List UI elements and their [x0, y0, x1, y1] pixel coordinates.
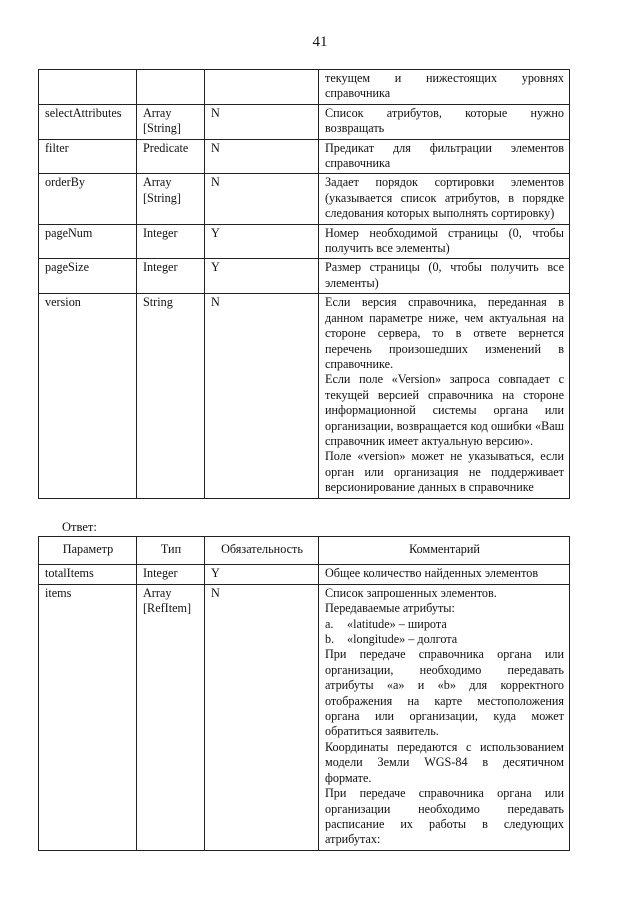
required-cell: Y: [205, 565, 319, 584]
type-cell: Integer: [137, 224, 205, 259]
list-marker: a.: [325, 616, 334, 631]
table-row: [39, 294, 570, 498]
required-cell: N: [205, 139, 319, 174]
comment-cell: Общее количество найденных элементов: [319, 565, 570, 584]
type-cell: Integer: [137, 259, 205, 294]
comment-cell: [319, 174, 570, 224]
param-cell: [39, 70, 137, 105]
type-cell: Array [String]: [137, 104, 205, 139]
required-cell: N: [205, 174, 319, 224]
comment-paragraph: Список запрошенных элементов.: [325, 585, 497, 600]
request-parameters-table: [38, 69, 570, 499]
param-cell: version: [39, 294, 137, 498]
required-cell: N: [205, 104, 319, 139]
type-cell: Predicate: [137, 139, 205, 174]
required-cell: Y: [205, 224, 319, 259]
table-row: [39, 584, 570, 850]
comment-paragraph: Передаваемые атрибуты:: [325, 601, 455, 616]
list-marker: b.: [325, 632, 335, 647]
table-row: [39, 259, 570, 294]
table-row: [39, 139, 570, 174]
comment-cell: [319, 70, 570, 105]
comment-paragraph: Задает порядок сортировки элементов (указывается список атрибутов, в порядке следования которых выполнять сортировку): [325, 175, 564, 221]
table-row: [39, 174, 570, 224]
param-cell: filter: [39, 139, 137, 174]
required-cell: N: [205, 294, 319, 498]
comment-paragraph: Координаты передаются с использованием модели Земли WGS-84 в десятичном формате.: [325, 739, 564, 785]
type-cell: String: [137, 294, 205, 498]
header-type: Тип: [137, 537, 205, 565]
comment-cell: [319, 584, 570, 850]
comment-paragraph: Список атрибутов, которые нужно возвращать: [325, 105, 564, 136]
comment-cell: [319, 224, 570, 259]
comment-paragraph: Если версия справочника, переданная в данном параметре ниже, чем актуальная на стороне сервера, то в ответе вернется перечень произошедших изменений в справочнике.: [325, 295, 564, 371]
comment-cell: [319, 294, 570, 498]
response-parameters-table: [38, 536, 570, 851]
comment-cell: [319, 259, 570, 294]
header-parameter: Параметр: [39, 537, 137, 565]
param-cell: pageSize: [39, 259, 137, 294]
table-row: [39, 104, 570, 139]
table-row: [39, 70, 570, 105]
required-cell: N: [205, 584, 319, 850]
answer-label: Ответ:: [62, 520, 97, 534]
comment-paragraph: Если поле «Version» запроса совпадает с текущей версией справочника на стороне информационной системы органа или организации, возвращается код ошибки «Ваш справочник имеет актуальную версию».: [325, 372, 564, 448]
header-required: Обязательность: [205, 537, 319, 565]
page-number: 41: [312, 34, 328, 50]
required-cell: Y: [205, 259, 319, 294]
comment-paragraph: Поле «version» может не указываться, если орган или организация не поддерживает версионирование данных в справочнике: [325, 449, 564, 495]
comment-cell: [319, 104, 570, 139]
table-header-row: [39, 537, 570, 565]
comment-list-item: [325, 632, 564, 647]
param-cell: selectAttributes: [39, 104, 137, 139]
param-cell: orderBy: [39, 174, 137, 224]
param-cell: totalItems: [39, 565, 137, 584]
comment-list-item: [325, 617, 564, 632]
type-cell: Integer: [137, 565, 205, 584]
table-row: [39, 565, 570, 584]
type-cell: Array [String]: [137, 174, 205, 224]
type-cell: Array [RefItem]: [137, 584, 205, 850]
comment-cell: [319, 139, 570, 174]
list-item-text: «longitude» – долгота: [347, 632, 458, 647]
comment-paragraph: Номер необходимой страницы (0, чтобы получить все элементы): [325, 225, 564, 256]
comment-paragraph: При передаче справочника органа или организации необходимо передавать расписание их работы в следующих атрибутах:: [325, 786, 564, 847]
list-item-text: «latitude» – широта: [347, 616, 447, 631]
comment-paragraph: текущем и нижестоящих уровнях справочника: [325, 71, 564, 101]
param-cell: pageNum: [39, 224, 137, 259]
table-row: [39, 224, 570, 259]
comment-paragraph: При передаче справочника органа или организации, необходимо передавать атрибуты «a» и «b» для корректного отображения на карте местоположения органа или организации, куда может обратиться заявитель.: [325, 647, 564, 739]
comment-paragraph: Размер страницы (0, чтобы получить все элементы): [325, 260, 564, 290]
type-cell: [137, 70, 205, 105]
param-cell: items: [39, 584, 137, 850]
header-comment: Комментарий: [319, 537, 570, 565]
required-cell: [205, 70, 319, 105]
comment-paragraph: Предикат для фильтрации элементов справочника: [325, 140, 564, 171]
